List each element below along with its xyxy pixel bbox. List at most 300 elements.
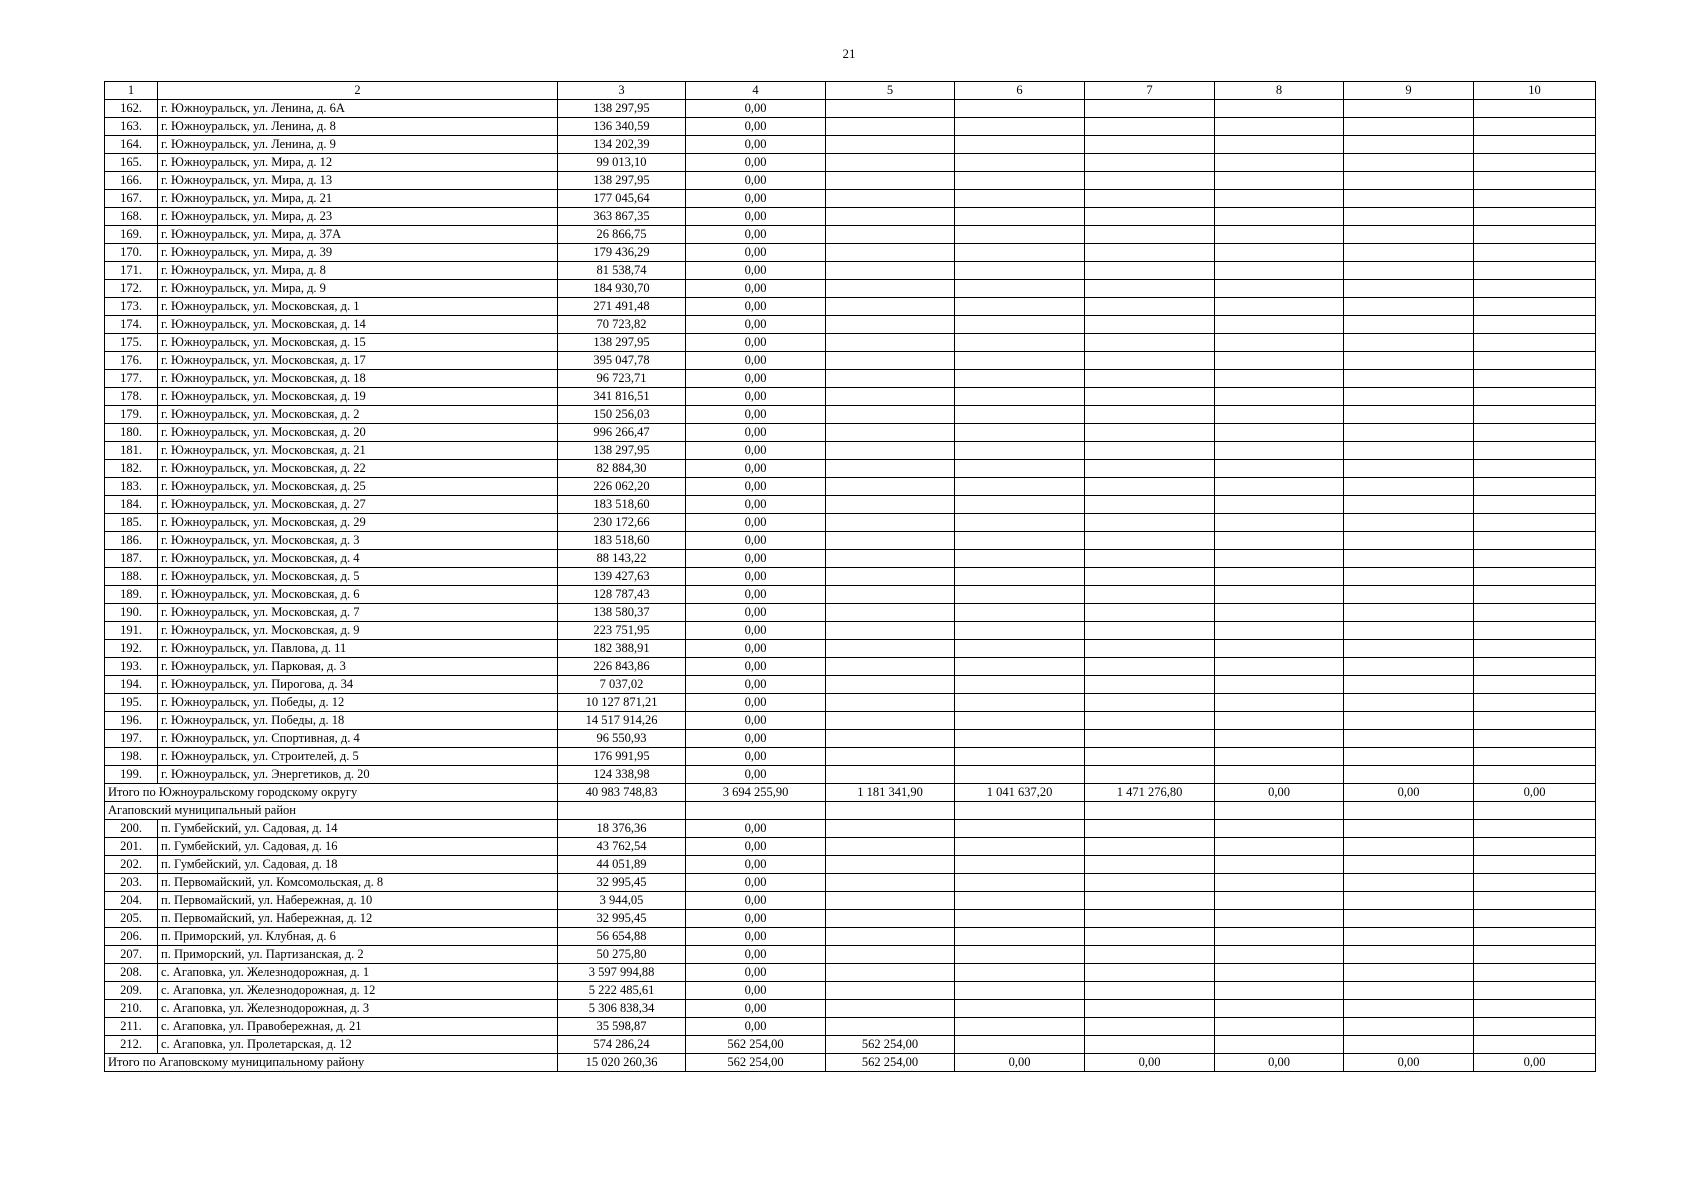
value-cell — [1474, 352, 1596, 370]
value-cell: 0,00 — [686, 766, 826, 784]
value-cell — [1085, 262, 1215, 280]
value-cell — [1215, 190, 1344, 208]
value-cell — [1085, 424, 1215, 442]
value-cell — [955, 910, 1085, 928]
row-number-cell: 212. — [105, 1036, 158, 1054]
value-cell: 14 517 914,26 — [558, 712, 686, 730]
row-number-cell: 175. — [105, 334, 158, 352]
value-cell — [1215, 694, 1344, 712]
column-header: 7 — [1085, 82, 1215, 100]
value-cell — [955, 568, 1085, 586]
value-cell — [1215, 388, 1344, 406]
table-row — [105, 892, 1596, 910]
column-header: 1 — [105, 82, 158, 100]
value-cell — [826, 316, 955, 334]
value-cell — [826, 730, 955, 748]
value-cell — [1085, 370, 1215, 388]
value-cell — [1215, 910, 1344, 928]
value-cell — [826, 424, 955, 442]
value-cell — [826, 1000, 955, 1018]
value-cell: 0,00 — [686, 172, 826, 190]
value-cell — [1215, 244, 1344, 262]
value-cell: 184 930,70 — [558, 280, 686, 298]
address-cell: с. Агаповка, ул. Железнодорожная, д. 12 — [158, 982, 558, 1000]
address-cell: г. Южноуральск, ул. Павлова, д. 11 — [158, 640, 558, 658]
address-cell: г. Южноуральск, ул. Победы, д. 18 — [158, 712, 558, 730]
value-cell — [1215, 712, 1344, 730]
row-number-cell: 189. — [105, 586, 158, 604]
value-cell — [1344, 874, 1474, 892]
address-cell: с. Агаповка, ул. Правобережная, д. 21 — [158, 1018, 558, 1036]
value-cell — [1215, 406, 1344, 424]
value-cell: 0,00 — [686, 856, 826, 874]
value-cell — [1344, 550, 1474, 568]
value-cell — [1344, 316, 1474, 334]
table-row — [105, 514, 1596, 532]
value-cell — [1474, 100, 1596, 118]
value-cell — [1474, 874, 1596, 892]
value-cell — [1215, 280, 1344, 298]
address-cell: г. Южноуральск, ул. Московская, д. 1 — [158, 298, 558, 316]
value-cell — [955, 712, 1085, 730]
value-cell: 0,00 — [686, 154, 826, 172]
address-cell: п. Приморский, ул. Партизанская, д. 2 — [158, 946, 558, 964]
value-cell: 182 388,91 — [558, 640, 686, 658]
table-row — [105, 154, 1596, 172]
value-cell — [1344, 856, 1474, 874]
value-cell — [1085, 172, 1215, 190]
value-cell: 177 045,64 — [558, 190, 686, 208]
column-header: 9 — [1344, 82, 1474, 100]
value-cell — [1085, 118, 1215, 136]
value-cell — [955, 532, 1085, 550]
address-cell: с. Агаповка, ул. Пролетарская, д. 12 — [158, 1036, 558, 1054]
value-cell — [1215, 316, 1344, 334]
row-number-cell: 165. — [105, 154, 158, 172]
row-number-cell: 190. — [105, 604, 158, 622]
value-cell — [1344, 586, 1474, 604]
value-cell — [826, 496, 955, 514]
value-cell — [1215, 820, 1344, 838]
value-cell — [1085, 460, 1215, 478]
value-cell — [1344, 280, 1474, 298]
value-cell — [955, 190, 1085, 208]
row-number-cell: 202. — [105, 856, 158, 874]
value-cell — [826, 694, 955, 712]
value-cell — [826, 802, 955, 820]
row-number-cell: 191. — [105, 622, 158, 640]
value-cell: 18 376,36 — [558, 820, 686, 838]
value-cell — [1474, 190, 1596, 208]
value-cell: 0,00 — [686, 874, 826, 892]
value-cell — [826, 586, 955, 604]
address-cell: г. Южноуральск, ул. Московская, д. 15 — [158, 334, 558, 352]
value-cell — [1215, 874, 1344, 892]
row-number-cell: 207. — [105, 946, 158, 964]
row-number-cell: 204. — [105, 892, 158, 910]
value-cell — [826, 820, 955, 838]
value-cell — [1215, 892, 1344, 910]
value-cell — [1215, 442, 1344, 460]
value-cell: 0,00 — [955, 1054, 1085, 1072]
table-row — [105, 604, 1596, 622]
table-row — [105, 748, 1596, 766]
value-cell — [826, 604, 955, 622]
value-cell — [1085, 874, 1215, 892]
value-cell — [955, 730, 1085, 748]
table-row — [105, 640, 1596, 658]
value-cell: 82 884,30 — [558, 460, 686, 478]
address-cell: г. Южноуральск, ул. Мира, д. 23 — [158, 208, 558, 226]
table-row — [105, 136, 1596, 154]
value-cell — [955, 964, 1085, 982]
value-cell: 3 944,05 — [558, 892, 686, 910]
value-cell — [1474, 1018, 1596, 1036]
value-cell: 0,00 — [686, 190, 826, 208]
value-cell: 138 580,37 — [558, 604, 686, 622]
value-cell — [826, 712, 955, 730]
value-cell — [1085, 478, 1215, 496]
value-cell — [955, 226, 1085, 244]
value-cell — [826, 550, 955, 568]
value-cell — [826, 262, 955, 280]
row-number-cell: 162. — [105, 100, 158, 118]
value-cell — [826, 226, 955, 244]
value-cell: 138 297,95 — [558, 442, 686, 460]
table-row — [105, 1000, 1596, 1018]
value-cell — [1344, 622, 1474, 640]
row-number-cell: 163. — [105, 118, 158, 136]
value-cell: 230 172,66 — [558, 514, 686, 532]
value-cell — [955, 262, 1085, 280]
address-cell: г. Южноуральск, ул. Московская, д. 29 — [158, 514, 558, 532]
value-cell — [1344, 982, 1474, 1000]
value-cell — [826, 370, 955, 388]
table-row — [105, 172, 1596, 190]
value-cell — [1344, 514, 1474, 532]
value-cell — [955, 586, 1085, 604]
value-cell — [1085, 352, 1215, 370]
value-cell — [955, 1000, 1085, 1018]
value-cell — [558, 802, 686, 820]
value-cell — [1085, 100, 1215, 118]
value-cell — [1215, 154, 1344, 172]
value-cell — [1085, 586, 1215, 604]
value-cell: 0,00 — [686, 550, 826, 568]
table-row — [105, 406, 1596, 424]
value-cell — [1085, 910, 1215, 928]
table-row — [105, 658, 1596, 676]
row-number-cell: 201. — [105, 838, 158, 856]
value-cell — [1474, 298, 1596, 316]
value-cell: 0,00 — [1474, 1054, 1596, 1072]
value-cell — [1474, 496, 1596, 514]
value-cell: 5 306 838,34 — [558, 1000, 686, 1018]
value-cell — [1215, 172, 1344, 190]
value-cell — [1344, 568, 1474, 586]
value-cell — [1085, 658, 1215, 676]
address-cell: п. Гумбейский, ул. Садовая, д. 18 — [158, 856, 558, 874]
value-cell — [955, 892, 1085, 910]
table-row — [105, 838, 1596, 856]
value-cell: 0,00 — [686, 676, 826, 694]
value-cell: 0,00 — [686, 586, 826, 604]
value-cell: 179 436,29 — [558, 244, 686, 262]
row-number-cell: 182. — [105, 460, 158, 478]
row-number-cell: 199. — [105, 766, 158, 784]
value-cell: 0,00 — [686, 298, 826, 316]
value-cell: 138 297,95 — [558, 172, 686, 190]
value-cell — [1085, 982, 1215, 1000]
table-row — [105, 982, 1596, 1000]
row-number-cell: 178. — [105, 388, 158, 406]
value-cell — [1215, 532, 1344, 550]
value-cell — [1344, 838, 1474, 856]
value-cell — [1474, 856, 1596, 874]
value-cell — [1344, 406, 1474, 424]
value-cell — [955, 478, 1085, 496]
value-cell: 0,00 — [686, 1018, 826, 1036]
value-cell — [1344, 766, 1474, 784]
table-row — [105, 766, 1596, 784]
table-row — [105, 496, 1596, 514]
value-cell: 81 538,74 — [558, 262, 686, 280]
value-cell: 0,00 — [686, 514, 826, 532]
value-cell: 1 041 637,20 — [955, 784, 1085, 802]
address-cell: п. Первомайский, ул. Комсомольская, д. 8 — [158, 874, 558, 892]
value-cell — [1215, 946, 1344, 964]
value-cell: 0,00 — [686, 352, 826, 370]
value-cell — [1085, 1018, 1215, 1036]
value-cell: 3 597 994,88 — [558, 964, 686, 982]
value-cell — [1474, 514, 1596, 532]
value-cell — [826, 190, 955, 208]
table-row — [105, 262, 1596, 280]
value-cell: 0,00 — [686, 910, 826, 928]
value-cell — [1215, 478, 1344, 496]
value-cell: 0,00 — [686, 748, 826, 766]
value-cell: 0,00 — [686, 730, 826, 748]
value-cell — [826, 658, 955, 676]
section-label: Агаповский муниципальный район — [105, 802, 558, 820]
table-row — [105, 460, 1596, 478]
value-cell — [1215, 658, 1344, 676]
row-number-cell: 176. — [105, 352, 158, 370]
value-cell — [826, 874, 955, 892]
value-cell — [1215, 856, 1344, 874]
value-cell — [1474, 658, 1596, 676]
table-row — [105, 334, 1596, 352]
table-row — [105, 568, 1596, 586]
value-cell — [1474, 586, 1596, 604]
value-cell — [1215, 640, 1344, 658]
address-cell: г. Южноуральск, ул. Ленина, д. 6А — [158, 100, 558, 118]
address-cell: п. Гумбейский, ул. Садовая, д. 16 — [158, 838, 558, 856]
row-number-cell: 180. — [105, 424, 158, 442]
value-cell — [1215, 496, 1344, 514]
value-cell — [1085, 838, 1215, 856]
address-cell: г. Южноуральск, ул. Парковая, д. 3 — [158, 658, 558, 676]
row-number-cell: 205. — [105, 910, 158, 928]
value-cell — [1474, 316, 1596, 334]
value-cell: 0,00 — [686, 100, 826, 118]
row-number-cell: 166. — [105, 172, 158, 190]
value-cell — [1474, 442, 1596, 460]
value-cell — [1344, 676, 1474, 694]
value-cell — [1215, 604, 1344, 622]
value-cell — [1474, 208, 1596, 226]
address-cell: г. Южноуральск, ул. Московская, д. 25 — [158, 478, 558, 496]
address-cell: г. Южноуральск, ул. Московская, д. 4 — [158, 550, 558, 568]
value-cell — [1085, 154, 1215, 172]
address-cell: г. Южноуральск, ул. Московская, д. 6 — [158, 586, 558, 604]
address-cell: г. Южноуральск, ул. Мира, д. 37А — [158, 226, 558, 244]
value-cell — [1344, 964, 1474, 982]
value-cell: 96 723,71 — [558, 370, 686, 388]
value-cell: 136 340,59 — [558, 118, 686, 136]
value-cell: 0,00 — [686, 280, 826, 298]
value-cell — [1474, 622, 1596, 640]
value-cell — [1215, 982, 1344, 1000]
table-row — [105, 820, 1596, 838]
address-cell: г. Южноуральск, ул. Московская, д. 14 — [158, 316, 558, 334]
value-cell — [826, 1018, 955, 1036]
address-cell: п. Гумбейский, ул. Садовая, д. 14 — [158, 820, 558, 838]
value-cell — [1085, 928, 1215, 946]
value-cell — [955, 1018, 1085, 1036]
value-cell — [1474, 910, 1596, 928]
value-cell: 32 995,45 — [558, 874, 686, 892]
value-cell — [1215, 370, 1344, 388]
value-cell — [1344, 658, 1474, 676]
value-cell — [1215, 766, 1344, 784]
value-cell — [1344, 424, 1474, 442]
value-cell: 562 254,00 — [826, 1054, 955, 1072]
address-cell: г. Южноуральск, ул. Ленина, д. 8 — [158, 118, 558, 136]
address-cell: г. Южноуральск, ул. Спортивная, д. 4 — [158, 730, 558, 748]
value-cell — [1474, 1000, 1596, 1018]
value-cell — [1085, 946, 1215, 964]
value-cell: 0,00 — [686, 496, 826, 514]
value-cell — [826, 388, 955, 406]
column-header: 8 — [1215, 82, 1344, 100]
value-cell — [1215, 118, 1344, 136]
value-cell: 0,00 — [1085, 1054, 1215, 1072]
value-cell — [1085, 208, 1215, 226]
value-cell — [1344, 802, 1474, 820]
value-cell: 44 051,89 — [558, 856, 686, 874]
value-cell — [1474, 532, 1596, 550]
row-number-cell: 209. — [105, 982, 158, 1000]
value-cell — [1344, 1018, 1474, 1036]
value-cell — [1344, 172, 1474, 190]
total-label: Итого по Южноуральскому городскому округу — [105, 784, 558, 802]
value-cell — [1215, 568, 1344, 586]
value-cell: 562 254,00 — [826, 1036, 955, 1054]
value-cell — [826, 244, 955, 262]
value-cell — [826, 334, 955, 352]
value-cell: 99 013,10 — [558, 154, 686, 172]
value-cell: 226 062,20 — [558, 478, 686, 496]
table-row — [105, 388, 1596, 406]
value-cell — [1215, 226, 1344, 244]
value-cell — [1085, 190, 1215, 208]
value-cell: 0,00 — [686, 892, 826, 910]
value-cell — [1215, 514, 1344, 532]
value-cell — [1474, 568, 1596, 586]
row-number-cell: 185. — [105, 514, 158, 532]
value-cell: 0,00 — [686, 820, 826, 838]
value-cell — [1085, 892, 1215, 910]
value-cell — [1344, 892, 1474, 910]
value-cell: 0,00 — [686, 442, 826, 460]
value-cell — [1085, 622, 1215, 640]
value-cell — [1474, 712, 1596, 730]
value-cell: 0,00 — [686, 604, 826, 622]
table-row — [105, 874, 1596, 892]
address-cell: г. Южноуральск, ул. Московская, д. 19 — [158, 388, 558, 406]
table-row — [105, 118, 1596, 136]
value-cell — [1215, 838, 1344, 856]
column-header: 10 — [1474, 82, 1596, 100]
value-cell: 3 694 255,90 — [686, 784, 826, 802]
value-cell — [955, 244, 1085, 262]
value-cell — [955, 676, 1085, 694]
table-row — [105, 946, 1596, 964]
total-label: Итого по Агаповскому муниципальному району — [105, 1054, 558, 1072]
row-number-cell: 171. — [105, 262, 158, 280]
value-cell — [955, 982, 1085, 1000]
address-cell: г. Южноуральск, ул. Мира, д. 12 — [158, 154, 558, 172]
value-cell — [826, 676, 955, 694]
value-cell — [1085, 514, 1215, 532]
value-cell — [1344, 442, 1474, 460]
column-header: 4 — [686, 82, 826, 100]
value-cell: 0,00 — [686, 424, 826, 442]
value-cell: 176 991,95 — [558, 748, 686, 766]
value-cell: 7 037,02 — [558, 676, 686, 694]
table-row — [105, 478, 1596, 496]
value-cell — [826, 514, 955, 532]
value-cell — [1085, 388, 1215, 406]
value-cell — [955, 424, 1085, 442]
value-cell: 0,00 — [686, 694, 826, 712]
value-cell — [826, 172, 955, 190]
value-cell — [1085, 568, 1215, 586]
value-cell — [1474, 892, 1596, 910]
value-cell — [955, 352, 1085, 370]
address-cell: г. Южноуральск, ул. Московская, д. 27 — [158, 496, 558, 514]
value-cell — [955, 766, 1085, 784]
row-number-cell: 164. — [105, 136, 158, 154]
value-cell: 341 816,51 — [558, 388, 686, 406]
value-cell — [1474, 280, 1596, 298]
value-cell: 70 723,82 — [558, 316, 686, 334]
value-cell — [1085, 406, 1215, 424]
value-cell: 0,00 — [686, 460, 826, 478]
table-row — [105, 424, 1596, 442]
column-header: 6 — [955, 82, 1085, 100]
value-cell: 0,00 — [686, 136, 826, 154]
value-cell — [826, 352, 955, 370]
table-row — [105, 550, 1596, 568]
value-cell — [1474, 406, 1596, 424]
value-cell — [1344, 460, 1474, 478]
value-cell — [1344, 226, 1474, 244]
value-cell: 56 654,88 — [558, 928, 686, 946]
row-number-cell: 186. — [105, 532, 158, 550]
value-cell — [955, 460, 1085, 478]
